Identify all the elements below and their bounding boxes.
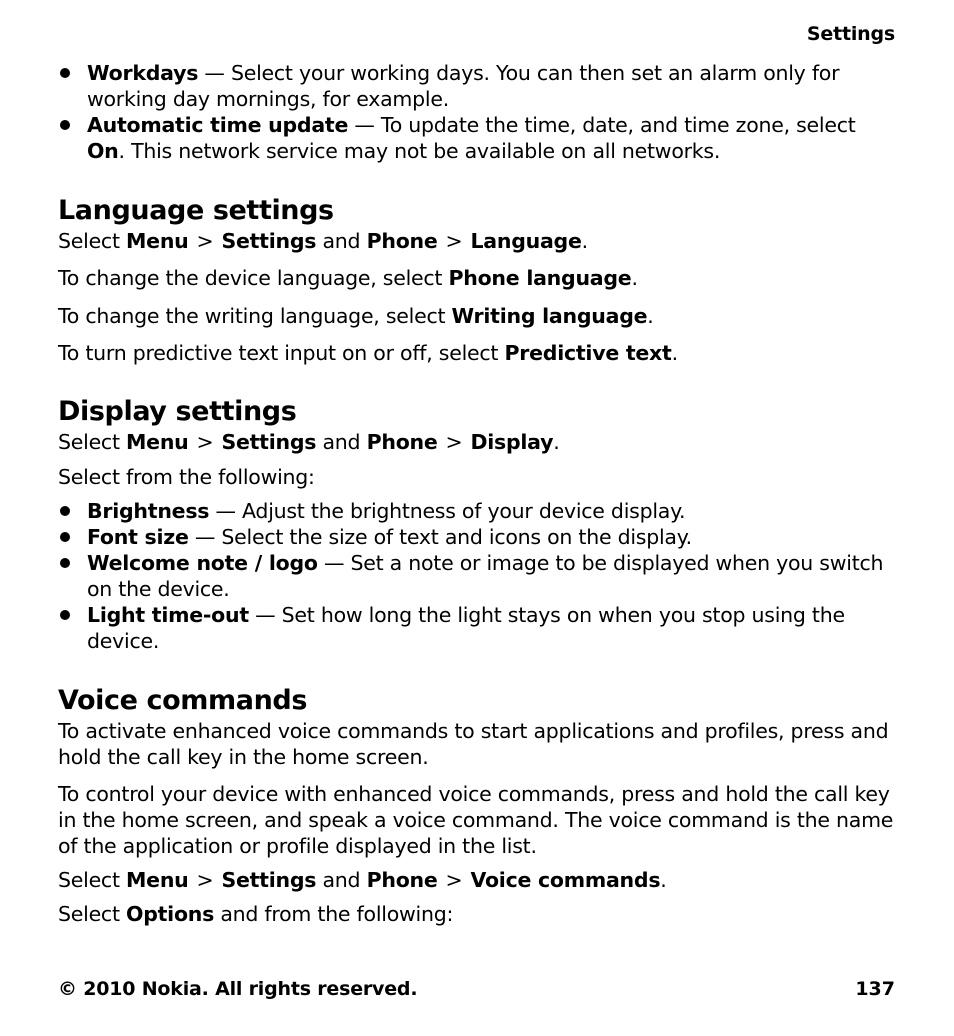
bullet-icon [60,68,70,78]
path-text: Select [58,229,127,253]
text: To change the writing language, select [58,304,452,328]
option-term: Light time-out [87,603,249,627]
option-term: Brightness [87,499,210,523]
path-settings: Settings [221,430,317,454]
bullet-icon [60,610,70,620]
paragraph: To control your device with enhanced voice commands, press and hold the call key in the home screen, and speak a voice command. The voice command is the name of the application or profile displayed in the list. [58,782,894,858]
paragraph: To activate enhanced voice commands to start applications and profiles, press and hold the call key in the home screen. [58,719,889,769]
text: Select [58,902,127,926]
section-heading: Display settings [58,396,297,427]
path-text: Select [58,430,127,454]
path-settings: Settings [221,868,317,892]
menu-path [58,867,898,893]
running-header: Settings [806,23,895,45]
option-description: — Adjust the brightness of your device display. [209,499,686,523]
list-item [58,498,898,524]
option-value: On [87,139,119,163]
path-menu: Menu [126,229,189,253]
path-separator: > [196,430,214,454]
option-description: . This network service may not be available on all networks. [118,139,721,163]
path-menu: Menu [126,430,189,454]
text: . [671,341,678,365]
path-target: Display [470,430,554,454]
option-description: — Select your working days. You can then set an alarm only for working day mornings, for example. [87,61,840,111]
display-options-list [58,498,898,654]
path-text: Select [58,868,127,892]
option-description: — To update the time, date, and time zone, select [348,113,856,137]
paragraph [58,265,898,291]
text: . [631,266,638,290]
option-term: Writing language [451,304,648,328]
path-menu: Menu [126,868,189,892]
option-term: Welcome note / logo [87,551,318,575]
bullet-icon [60,558,70,568]
list-item [58,550,898,602]
menu-path [58,228,898,254]
path-text: . [581,229,588,253]
copyright: © 2010 Nokia. All rights reserved. [58,978,418,1000]
section-heading: Language settings [58,195,334,226]
bullet-icon [60,532,70,542]
text: To turn predictive text input on or off, select [58,341,505,365]
text: To change the device language, select [58,266,449,290]
menu-path [58,429,898,455]
section-heading: Voice commands [58,685,308,716]
option-term: Font size [87,525,189,549]
list-item [58,112,898,164]
path-target: Voice commands [470,868,661,892]
option-term: Options [126,902,215,926]
option-description: — Select the size of text and icons on the display. [188,525,692,549]
list-item [58,524,898,550]
path-text: . [553,430,560,454]
path-text: and [316,229,367,253]
path-phone: Phone [366,868,438,892]
page-content [58,60,898,927]
option-term: Automatic time update [87,113,349,137]
path-separator: > [196,868,214,892]
list-item [58,602,898,654]
path-target: Language [470,229,582,253]
path-settings: Settings [221,229,317,253]
page-number: 137 [855,978,895,1000]
option-description: — Set how long the light stays on when you stop using the device. [87,603,845,653]
paragraph [58,340,898,366]
path-text: and [316,430,367,454]
path-text: . [660,868,667,892]
option-term: Workdays [87,61,199,85]
paragraph: Select from the following: [58,465,315,489]
path-separator: > [196,229,214,253]
path-phone: Phone [366,229,438,253]
bullet-icon [60,120,70,130]
option-term: Predictive text [504,341,672,365]
path-separator: > [445,430,463,454]
path-text: and [316,868,367,892]
paragraph [58,901,898,927]
list-item [58,60,898,112]
paragraph [58,303,898,329]
path-separator: > [445,229,463,253]
time-settings-list [58,60,898,164]
path-separator: > [445,868,463,892]
option-description: — Set a note or image to be displayed when you switch on the device. [87,551,884,601]
option-term: Phone language [448,266,632,290]
text: and from the following: [214,902,454,926]
bullet-icon [60,506,70,516]
path-phone: Phone [366,430,438,454]
text: . [647,304,654,328]
